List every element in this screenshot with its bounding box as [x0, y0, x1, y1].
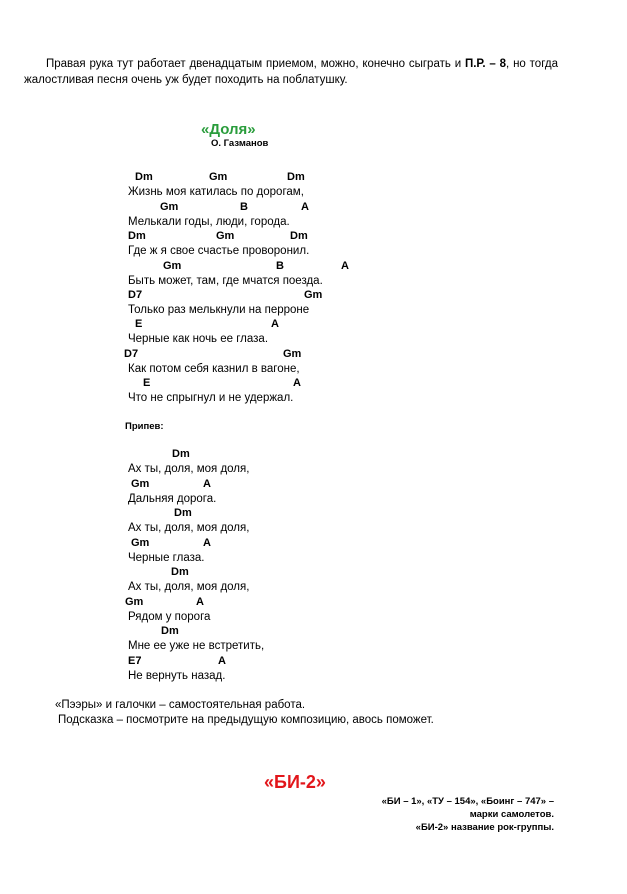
- chord: A: [218, 655, 226, 667]
- chord: Gm: [125, 596, 144, 608]
- intro-text-end: , но тогда жалостливая песня очень уж будет походить на поблатушку.: [24, 58, 558, 86]
- chord: Gm: [216, 230, 235, 242]
- lyric-line: Черные как ночь ее глаза.: [128, 333, 269, 345]
- lyric-line: Рядом у порога: [128, 611, 211, 623]
- note-line: «Пээры» и галочки – самостоятельная работа.: [55, 699, 306, 711]
- chord: Gm: [283, 348, 302, 360]
- chord: A: [196, 596, 204, 608]
- chord: A: [203, 478, 211, 490]
- lyric-line: Ах ты, доля, моя доля,: [128, 522, 250, 534]
- intro-paragraph: [24, 56, 558, 88]
- lyric-line: Мне ее уже не встретить,: [128, 640, 265, 652]
- chord: D7: [128, 289, 143, 301]
- chord: A: [271, 318, 279, 330]
- chord: Gm: [209, 171, 228, 183]
- chord: Gm: [131, 537, 150, 549]
- chord: B: [276, 260, 284, 272]
- chord: E: [143, 377, 151, 389]
- chord: A: [203, 537, 211, 549]
- chord: Gm: [163, 260, 182, 272]
- chord: A: [341, 260, 349, 272]
- chord: Dm: [174, 507, 192, 519]
- chord: E: [135, 318, 143, 330]
- lyric-line: Что не спрыгнул и не удержал.: [128, 392, 294, 404]
- chord: Dm: [135, 171, 153, 183]
- song-author: О. Газманов: [211, 138, 269, 149]
- lyric-line: Черные глаза.: [128, 552, 205, 564]
- chord: Dm: [172, 448, 190, 460]
- chord: Gm: [131, 478, 150, 490]
- lyric-line: Быть может, там, где мчатся поезда.: [128, 275, 323, 287]
- note-line: Подсказка – посмотрите на предыдущую композицию, авось поможет.: [58, 714, 434, 726]
- footnote-line: «БИ – 1», «ТУ – 154», «Боинг – 747» –: [381, 796, 554, 807]
- chorus-label: Припев:: [125, 421, 164, 432]
- lyric-line: Ах ты, доля, моя доля,: [128, 581, 250, 593]
- chord: Gm: [160, 201, 179, 213]
- chord: A: [301, 201, 309, 213]
- chord: D7: [124, 348, 139, 360]
- intro-text: Правая рука тут работает двенадцатым приемом, можно, конечно сыграть и: [46, 58, 465, 70]
- chord: Dm: [128, 230, 146, 242]
- lyric-line: Не вернуть назад.: [128, 670, 226, 682]
- footnote-line: «БИ-2» название рок-группы.: [415, 822, 554, 833]
- chord: Dm: [171, 566, 189, 578]
- lyric-line: Где ж я свое счастье проворонил.: [128, 245, 310, 257]
- lyric-line: Ах ты, доля, моя доля,: [128, 463, 250, 475]
- chord: Gm: [304, 289, 323, 301]
- lyric-line: Жизнь моя катилась по дорогам,: [128, 186, 304, 198]
- chord: B: [240, 201, 248, 213]
- chord: A: [293, 377, 301, 389]
- intro-bold-pr8: П.Р. – 8: [464, 58, 507, 70]
- song-title: «Доля»: [201, 121, 256, 138]
- footnote-line: марки самолетов.: [469, 809, 554, 820]
- lyric-line: Как потом себя казнил в вагоне,: [128, 363, 300, 375]
- chord: Dm: [287, 171, 305, 183]
- lyric-line: Дальняя дорога.: [128, 493, 217, 505]
- chord: E7: [128, 655, 142, 667]
- lyric-line: Только раз мелькнули на перроне: [128, 304, 310, 316]
- chord: Dm: [290, 230, 308, 242]
- lyric-line: Мелькали годы, люди, города.: [128, 216, 290, 228]
- chord: Dm: [161, 625, 179, 637]
- next-song-title: «БИ-2»: [264, 772, 326, 792]
